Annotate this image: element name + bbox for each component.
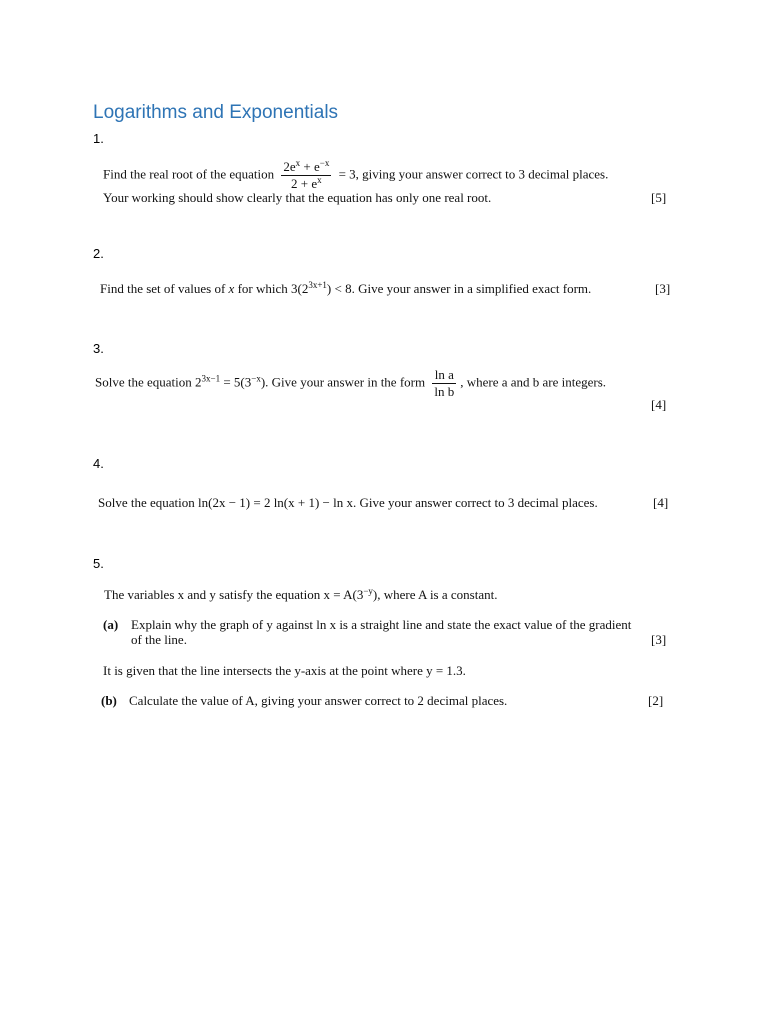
question-3-text: Solve the equation $2^{3x-1} = 5(3^{-x})$. Give your answer in the form $\frac{\text{ln a}}{\text{ln b}}$ , where a and b are integers. <box>95 367 607 399</box>
question-4-marks: [4] <box>653 495 669 510</box>
question-5a-line-2: of the line. <box>131 632 187 647</box>
question-1-marks: [5] <box>651 190 667 205</box>
question-1-line-2: Your working should show clearly that the equation has only one real root. <box>103 190 492 205</box>
q3-fraction: $\frac{\text{ln a}}{\text{ln b}}$ <box>434 367 455 399</box>
question-1-line-1 <box>103 160 608 191</box>
question-5a-marks: [3] <box>651 632 667 647</box>
question-5b-label: (b) <box>101 693 117 708</box>
q1-suffix: = 3, giving your answer correct to 3 decimal places. <box>338 166 609 182</box>
question-2-marks: [3] <box>655 281 671 296</box>
question-3-number: 3. <box>93 341 104 356</box>
question-3-marks: [4] <box>651 397 667 412</box>
question-5-given: It is given that the line intersects the y-axis at the point where y = 1.3. <box>103 663 466 678</box>
question-5b-marks: [2] <box>648 693 664 708</box>
question-4-text: Solve the equation ln(2x − 1) = 2 ln(x + 1) − ln x. Give your answer correct to 3 decimal places. <box>98 495 598 510</box>
question-5-intro: The variables x and y satisfy the equation $x = A(3^{-y})$, where A is a constant. <box>104 586 498 602</box>
question-2-number: 2. <box>93 246 104 261</box>
q1-fraction: $\frac{2e^x + e^{-x}}{2 + e^x}$ <box>283 158 330 191</box>
question-1-number: 1. <box>93 131 104 146</box>
question-5a-label: (a) <box>103 617 119 632</box>
question-5b-line: (b) Calculate the value of A, giving your answer correct to 2 decimal places. <box>101 693 508 708</box>
page-title: Logarithms and Exponentials <box>93 102 339 123</box>
question-5a-line-1: (a) Explain why the graph of y against ln x is a straight line and state the exact value of the gradient <box>103 617 632 632</box>
question-5-number: 5. <box>93 556 104 571</box>
q1-prefix: Find the real root of the equation <box>103 166 275 182</box>
question-4-number: 4. <box>93 456 104 471</box>
question-2-text: Find the set of values of x for which $3(2^{3x+1}) < 8$. Give your answer in a simplified exact form. <box>100 280 592 296</box>
